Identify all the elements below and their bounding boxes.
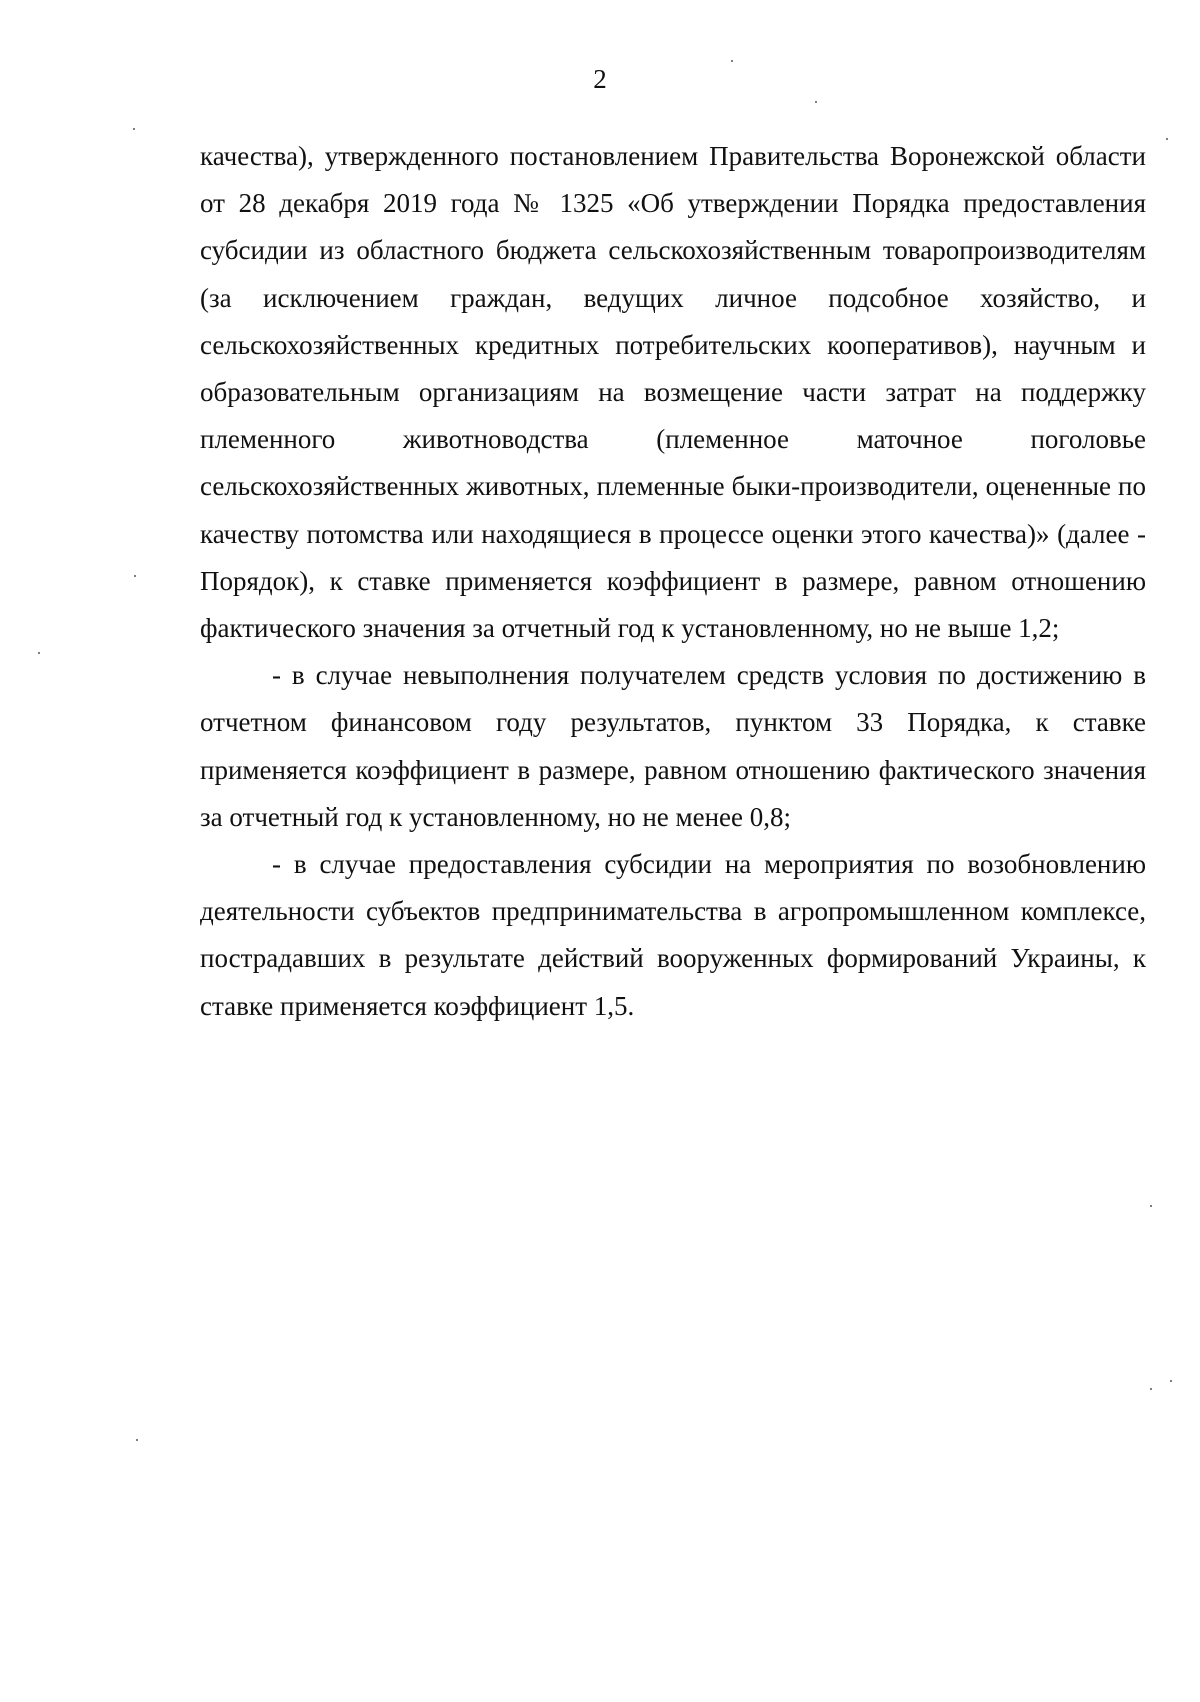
scan-speck xyxy=(1150,1205,1152,1207)
scan-speck xyxy=(136,1439,138,1441)
scan-speck xyxy=(815,101,817,103)
scan-speck xyxy=(133,128,135,130)
scan-speck xyxy=(1170,1380,1172,1382)
scan-speck xyxy=(38,652,40,654)
scan-speck xyxy=(1166,138,1168,140)
paragraph-coefficient-min: - в случае невыполнения получателем средств условия по достижению в отчетном финансовом году результатов, пунктом 33 Порядка, к ставке применяется коэффициент в размере, равном отношению фактического значения за отчетный год к установленному, но не менее 0,8; xyxy=(200,660,1146,832)
page-number: 2 xyxy=(593,64,607,94)
document-body xyxy=(200,133,1146,1030)
paragraph-coefficient-restoration: - в случае предоставления субсидии на мероприятия по возобновлению деятельности субъектов предпринимательства в агропромышленном комплексе, пострадавших в результате действий вооруженных формирований Украины, к ставке применяется коэффициент 1,5. xyxy=(200,849,1146,1021)
scan-speck xyxy=(1150,1388,1152,1390)
paragraph-continuation: качества), утвержденного постановлением Правительства Воронежской области от 28 декабря 2019 года № 1325 «Об утверждении Порядка предоставления субсидии из областного бюджета сельскохозяйственным товаропроизводителям (за исключением граждан, ведущих личное подсобное хозяйство, и сельскохозяйственных кредитных потребительских кооперативов), научным и образовательным организациям на возмещение части затрат на поддержку племенного животноводства (племенное маточное поголовье сельскохозяйственных животных, племенные быки-производители, оцененные по качеству потомства или находящиеся в процессе оценки этого качества)» (далее - Порядок), к ставке применяется коэффициент в размере, равном отношению фактического значения за отчетный год к установленному, но не выше 1,2; xyxy=(200,141,1146,644)
scan-speck xyxy=(134,575,136,577)
scan-speck xyxy=(731,60,733,62)
